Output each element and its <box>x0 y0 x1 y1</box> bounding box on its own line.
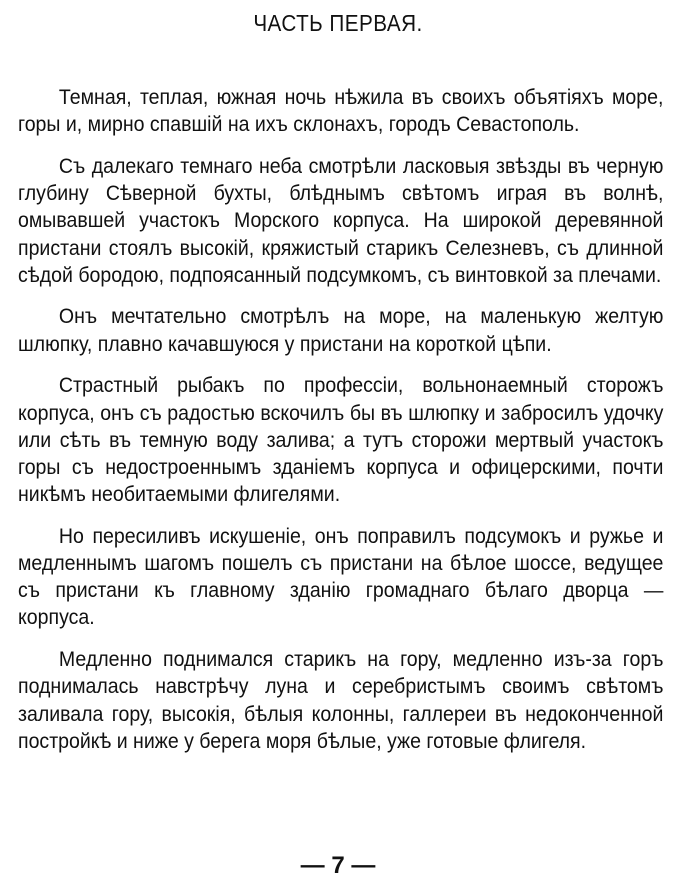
paragraph-5: Но пересиливъ искушеніе, онъ поправилъ подсумокъ и ружье и медленнымъ шагомъ пошелъ съ пристани на бѣлое шоссе, ведущее съ пристани къ главному зданію громаднаго бѣлаго дворца — корпуса. <box>18 524 664 630</box>
paragraph-1: Темная, теплая, южная ночь нѣжила въ своихъ объятіяхъ море, горы и, мирно спавшій на ихъ склонахъ, городъ Севастополь. <box>18 86 664 137</box>
chapter-title: ЧАСТЬ ПЕРВАЯ. <box>253 10 423 36</box>
page-number: — 7 — <box>300 852 376 879</box>
paragraph-2: Съ далекаго темнаго неба смотрѣли ласковыя звѣзды въ черную глубину Сѣверной бухты, блѣднымъ свѣтомъ играя въ волнѣ, омывавшей участокъ Морского корпуса. На широкой деревянной пристани стоялъ высокій, кряжистый старикъ Селезневъ, съ длинной сѣдой бородою, подпоясанный подсумкомъ, съ винтовкой за плечами. <box>18 154 664 287</box>
paragraph-4: Страстный рыбакъ по профессіи, вольнонаемный сторожъ корпуса, онъ съ радостью вскочилъ бы въ шлюпку и забросилъ удочку или сѣть въ темную воду залива; а тутъ сторожи мертвый участокъ горы съ недостроеннымъ зданіемъ корпуса и офицерскими, почти никѣмъ необитаемыми флигелями. <box>18 374 664 507</box>
paragraph-6: Медленно поднимался старикъ на гору, медленно изъ-за горъ поднималась навстрѣчу луна и серебристымъ своимъ свѣтомъ заливала гору, высокія, бѣлыя колонны, галлереи въ недоконченной постройкѣ и ниже у берега моря бѣлые, уже готовые флигеля. <box>18 648 664 753</box>
body-text <box>18 84 664 769</box>
paragraph-3: Онъ мечтательно смотрѣлъ на море, на маленькую желтую шлюпку, плавно качавшуюся у пристани на короткой цѣпи. <box>18 305 664 356</box>
